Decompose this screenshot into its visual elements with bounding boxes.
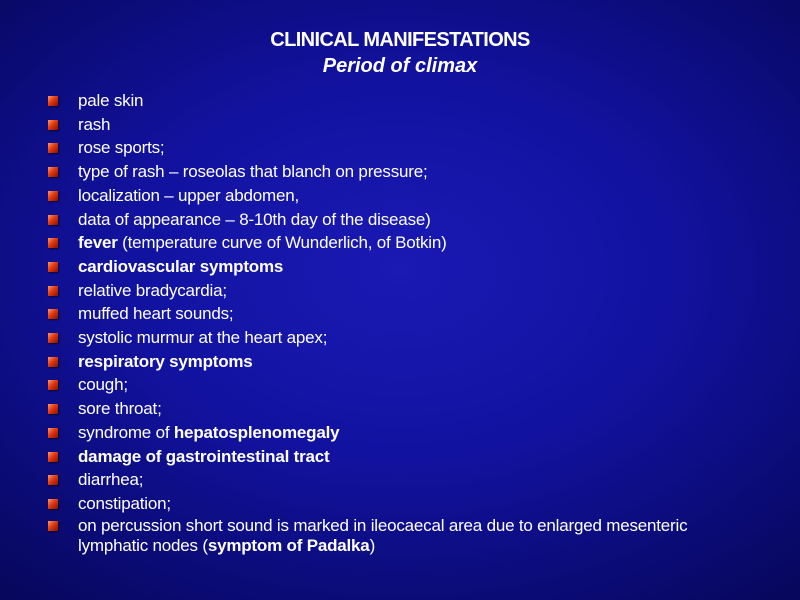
list-item <box>0 255 760 279</box>
square-bullet-icon <box>48 521 58 531</box>
list-item <box>0 302 760 326</box>
square-bullet-icon <box>48 380 58 390</box>
square-bullet-icon <box>48 286 58 296</box>
title-block <box>0 27 800 79</box>
list-item <box>0 445 760 469</box>
item-bold-text: fever <box>78 233 118 253</box>
square-bullet-icon <box>48 499 58 509</box>
list-item <box>0 492 760 516</box>
item-text: on percussion short sound is marked in ileocaecal area due to enlarged mesenteric lymphatic nodes ( <box>78 515 688 555</box>
list-item <box>0 136 760 160</box>
item-text: constipation; <box>78 493 171 513</box>
item-text: localization – upper abdomen, <box>78 185 300 205</box>
list-item <box>0 350 760 374</box>
list-item <box>0 113 760 137</box>
slide-title: CLINICAL MANIFESTATIONS <box>270 29 530 51</box>
item-text: rose sports; <box>78 138 165 158</box>
list-item <box>0 89 760 113</box>
item-text: syndrome of <box>78 422 174 442</box>
square-bullet-icon <box>48 120 58 130</box>
list-item <box>0 397 760 421</box>
list-item <box>0 468 760 492</box>
square-bullet-icon <box>48 238 58 248</box>
square-bullet-icon <box>48 428 58 438</box>
square-bullet-icon <box>48 96 58 106</box>
list-item <box>0 184 760 208</box>
square-bullet-icon <box>48 215 58 225</box>
item-text: pale skin <box>78 91 144 110</box>
square-bullet-icon <box>48 309 58 319</box>
list-item <box>0 326 760 350</box>
square-bullet-icon <box>48 475 58 485</box>
item-text: sore throat; <box>78 399 162 419</box>
square-bullet-icon <box>48 357 58 367</box>
item-text: cough; <box>78 375 128 395</box>
item-bold-text: hepatosplenomegaly <box>173 422 340 442</box>
item-bold-text: symptom of Padalka <box>207 535 370 555</box>
item-text: rash <box>78 114 111 134</box>
item-text: muffed heart sounds; <box>78 304 234 324</box>
list-item <box>0 208 760 232</box>
square-bullet-icon <box>48 452 58 462</box>
list-item <box>0 279 760 303</box>
list-item <box>0 231 760 255</box>
item-text: diarrhea; <box>78 470 144 490</box>
list-item <box>0 421 760 445</box>
item-text: systolic murmur at the heart apex; <box>78 328 328 348</box>
slide-subtitle: Period of climax <box>322 55 478 77</box>
list-item <box>0 516 760 556</box>
bullet-list <box>0 89 760 556</box>
list-item <box>0 160 760 184</box>
item-bold-text: respiratory symptoms <box>78 351 253 371</box>
item-text: type of rash – roseolas that blanch on pressure; <box>78 162 428 182</box>
square-bullet-icon <box>48 143 58 153</box>
item-text: data of appearance – 8-10th day of the disease) <box>78 209 431 229</box>
item-text: ) <box>369 535 376 555</box>
square-bullet-icon <box>48 262 58 272</box>
item-bold-text: damage of gastrointestinal tract <box>78 446 330 466</box>
item-bold-text: cardiovascular symptoms <box>78 256 284 276</box>
square-bullet-icon <box>48 191 58 201</box>
square-bullet-icon <box>48 404 58 414</box>
square-bullet-icon <box>48 333 58 343</box>
item-text: relative bradycardia; <box>78 280 227 300</box>
item-text: (temperature curve of Wunderlich, of Botkin) <box>117 233 447 253</box>
list-item <box>0 373 760 397</box>
square-bullet-icon <box>48 167 58 177</box>
